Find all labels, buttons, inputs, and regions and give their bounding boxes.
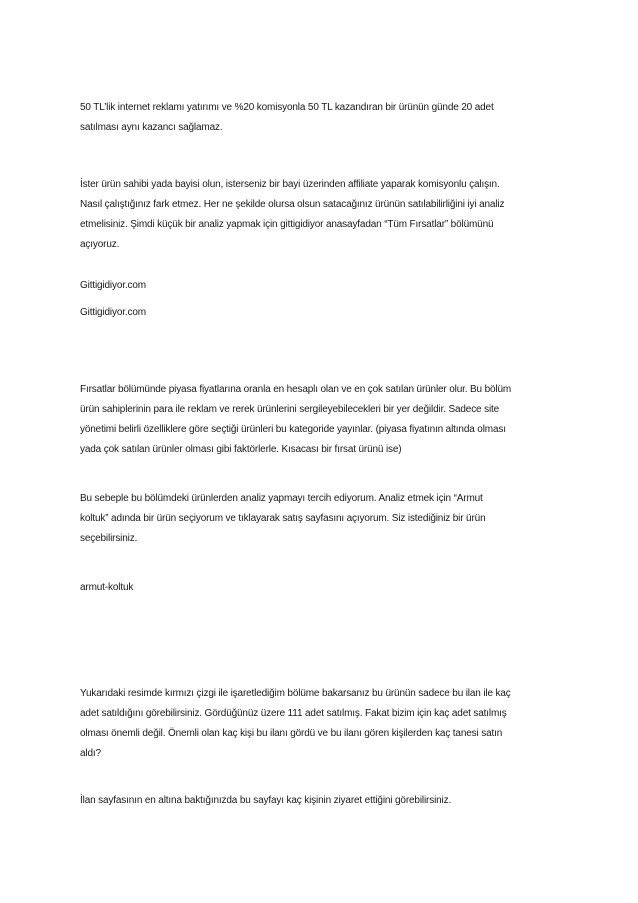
paragraph-affiliate — [80, 175, 570, 255]
text-line: İster ürün sahibi yada bayisi olun, isterseniz bir bayi üzerinden affiliate yaparak komisyonlu çalışın. — [80, 179, 500, 190]
text-line: Gittigidiyor.com — [80, 307, 146, 318]
text-line: Yukarıdaki resimde kırmızı çizgi ile işaretlediğim bölüme bakarsanız bu ürünün sadece bu ilan ile kaç — [80, 688, 511, 699]
text-line: aldı? — [80, 748, 101, 759]
text-line: seçebilirsiniz. — [80, 533, 138, 544]
image-caption-gittigidiyor-1 — [80, 276, 570, 296]
text-line: İlan sayfasının en altına baktığınızda bu sayfayı kaç kişinin ziyaret ettiğini görebilirsiniz. — [80, 795, 452, 806]
text-line: Fırsatlar bölümünde piyasa fiyatlarına oranla en hesaplı olan ve en çok satılan ürünler olur. Bu bölüm — [80, 384, 512, 395]
text-line: 50 TL’lik internet reklamı yatırımı ve %20 komisyonla 50 TL kazandıran bir ürünün günde 20 adet — [80, 102, 494, 113]
text-line: satılması aynı kazancı sağlamaz. — [80, 122, 223, 133]
paragraph-firsatlar — [80, 380, 570, 460]
paragraph-red-line — [80, 684, 570, 764]
text-line: Gittigidiyor.com — [80, 280, 146, 291]
image-caption-gittigidiyor-2 — [80, 303, 570, 323]
paragraph-analysis — [80, 489, 570, 549]
paragraph-internet-ads — [80, 98, 570, 138]
text-line: Nasıl çalıştığınız fark etmez. Her ne şekilde olursa olsun satacağınız ürünün satılabilirliğini iyi analiz — [80, 199, 505, 210]
paragraph-visitors — [80, 791, 570, 811]
text-line: Bu sebeple bu bölümdeki ürünlerden analiz yapmayı tercih ediyorum. Analiz etmek için “Armut — [80, 493, 483, 504]
text-line: ürün sahiplerinin para ile reklam ve rerek ürünlerini sergileyebilecekleri bir yer değildir. Sadece site — [80, 404, 500, 415]
text-line: yada çok satılan ürünler olması gibi faktörlerle. Kısacası bir fırsat ürünü ise) — [80, 444, 402, 455]
text-line: yönetimi belirli özelliklere göre seçtiği ürünleri bu kategoride yayınlar. (piyasa fiyatının altında olması — [80, 424, 506, 435]
text-line: açıyoruz. — [80, 239, 120, 250]
text-line: koltuk” adında bir ürün seçiyorum ve tıklayarak satış sayfasını açıyorum. Siz istediğiniz bir ürün — [80, 513, 486, 524]
text-line: olması önemli değil. Önemli olan kaç kişi bu ilanı gördü ve bu ilanı gören kişilerden kaç tanesi satın — [80, 728, 503, 739]
text-line: adet satıldığını görebilirsiniz. Gördüğünüz üzere 111 adet satılmış. Fakat bizim için kaç adet satılmış — [80, 708, 507, 719]
text-line: armut-koltuk — [80, 582, 134, 593]
image-caption-armut-koltuk — [80, 578, 570, 598]
text-line: etmelisiniz. Şimdi küçük bir analiz yapmak için gittigidiyor anasayfadan “Tüm Fırsatlar” bölümünü — [80, 219, 494, 230]
